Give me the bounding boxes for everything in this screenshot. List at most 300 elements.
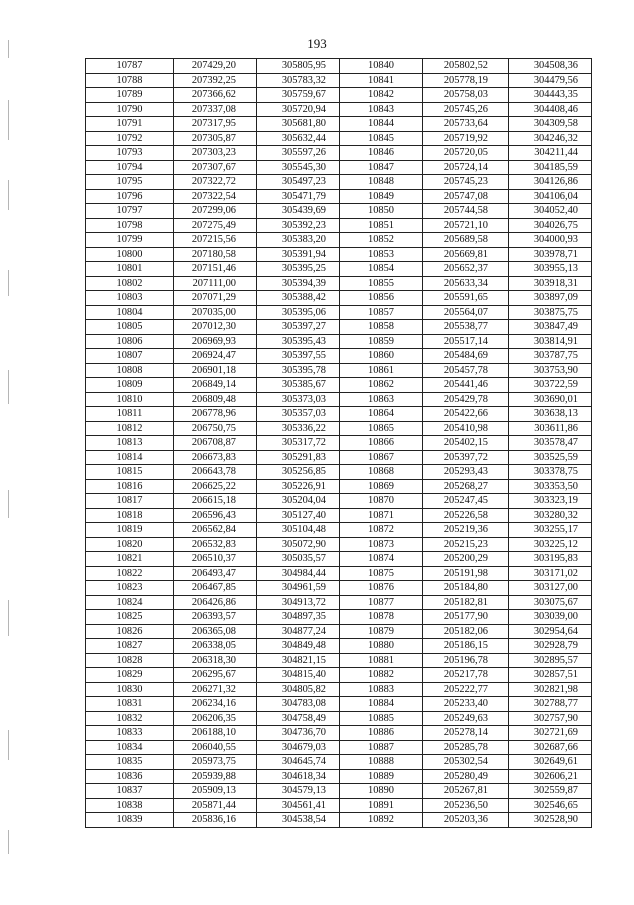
left-point-number-cell: 10838 [86,798,174,813]
left-x-coordinate-cell: 207392,25 [174,73,257,88]
left-y-coordinate-cell: 305632,44 [257,131,340,146]
right-point-number-cell: 10859 [340,334,423,349]
left-y-coordinate-cell: 305256,85 [257,465,340,480]
left-x-coordinate-cell: 207012,30 [174,320,257,335]
left-y-coordinate-cell: 304961,59 [257,581,340,596]
right-y-coordinate-cell: 303525,59 [509,450,592,465]
right-x-coordinate-cell: 205441,46 [423,378,509,393]
right-x-coordinate-cell: 205184,80 [423,581,509,596]
right-y-coordinate-cell: 304309,58 [509,117,592,132]
right-point-number-cell: 10868 [340,465,423,480]
left-y-coordinate-cell: 305291,83 [257,450,340,465]
right-x-coordinate-cell: 205745,26 [423,102,509,117]
left-y-coordinate-cell: 304736,70 [257,726,340,741]
right-point-number-cell: 10885 [340,711,423,726]
right-y-coordinate-cell: 303787,75 [509,349,592,364]
left-y-coordinate-cell: 305336,22 [257,421,340,436]
table-row [86,595,592,610]
left-point-number-cell: 10806 [86,334,174,349]
left-y-coordinate-cell: 305497,23 [257,175,340,190]
right-point-number-cell: 10847 [340,160,423,175]
table-row [86,247,592,262]
right-x-coordinate-cell: 205177,90 [423,610,509,625]
right-x-coordinate-cell: 205280,49 [423,769,509,784]
right-y-coordinate-cell: 302895,57 [509,653,592,668]
table-row [86,682,592,697]
left-point-number-cell: 10815 [86,465,174,480]
table-row [86,639,592,654]
right-point-number-cell: 10871 [340,508,423,523]
table-row [86,363,592,378]
right-point-number-cell: 10844 [340,117,423,132]
left-x-coordinate-cell: 206969,93 [174,334,257,349]
right-point-number-cell: 10879 [340,624,423,639]
table-row [86,537,592,552]
left-point-number-cell: 10835 [86,755,174,770]
left-y-coordinate-cell: 304538,54 [257,813,340,828]
right-point-number-cell: 10852 [340,233,423,248]
left-x-coordinate-cell: 206467,85 [174,581,257,596]
left-point-number-cell: 10819 [86,523,174,538]
right-point-number-cell: 10870 [340,494,423,509]
right-x-coordinate-cell: 205802,52 [423,59,509,74]
right-point-number-cell: 10846 [340,146,423,161]
table-row [86,653,592,668]
right-x-coordinate-cell: 205669,81 [423,247,509,262]
right-point-number-cell: 10872 [340,523,423,538]
right-x-coordinate-cell: 205249,63 [423,711,509,726]
right-y-coordinate-cell: 302528,90 [509,813,592,828]
right-x-coordinate-cell: 205457,78 [423,363,509,378]
right-x-coordinate-cell: 205222,77 [423,682,509,697]
right-point-number-cell: 10848 [340,175,423,190]
right-x-coordinate-cell: 205538,77 [423,320,509,335]
right-x-coordinate-cell: 205186,15 [423,639,509,654]
left-y-coordinate-cell: 304805,82 [257,682,340,697]
right-point-number-cell: 10863 [340,392,423,407]
left-y-coordinate-cell: 305127,40 [257,508,340,523]
left-point-number-cell: 10830 [86,682,174,697]
right-y-coordinate-cell: 302788,77 [509,697,592,712]
right-y-coordinate-cell: 303323,19 [509,494,592,509]
right-x-coordinate-cell: 205721,10 [423,218,509,233]
left-y-coordinate-cell: 305357,03 [257,407,340,422]
left-y-coordinate-cell: 304618,34 [257,769,340,784]
right-x-coordinate-cell: 205429,78 [423,392,509,407]
right-y-coordinate-cell: 304211,44 [509,146,592,161]
left-y-coordinate-cell: 305373,03 [257,392,340,407]
left-x-coordinate-cell: 206295,67 [174,668,257,683]
right-y-coordinate-cell: 304185,59 [509,160,592,175]
right-x-coordinate-cell: 205652,37 [423,262,509,277]
right-y-coordinate-cell: 303875,75 [509,305,592,320]
right-point-number-cell: 10842 [340,88,423,103]
left-x-coordinate-cell: 205939,88 [174,769,257,784]
left-point-number-cell: 10790 [86,102,174,117]
table-row [86,59,592,74]
right-y-coordinate-cell: 303195,83 [509,552,592,567]
left-y-coordinate-cell: 305226,91 [257,479,340,494]
right-x-coordinate-cell: 205397,72 [423,450,509,465]
table-row [86,334,592,349]
right-y-coordinate-cell: 304126,86 [509,175,592,190]
table-row [86,436,592,451]
right-point-number-cell: 10840 [340,59,423,74]
right-x-coordinate-cell: 205215,23 [423,537,509,552]
right-x-coordinate-cell: 205758,03 [423,88,509,103]
right-y-coordinate-cell: 303255,17 [509,523,592,538]
left-x-coordinate-cell: 206206,35 [174,711,257,726]
page-number: 193 [307,36,327,51]
left-point-number-cell: 10795 [86,175,174,190]
right-x-coordinate-cell: 205745,23 [423,175,509,190]
left-point-number-cell: 10816 [86,479,174,494]
left-x-coordinate-cell: 206924,47 [174,349,257,364]
right-y-coordinate-cell: 302721,69 [509,726,592,741]
left-x-coordinate-cell: 206562,84 [174,523,257,538]
table-row [86,407,592,422]
right-point-number-cell: 10873 [340,537,423,552]
left-x-coordinate-cell: 206809,48 [174,392,257,407]
left-point-number-cell: 10827 [86,639,174,654]
left-point-number-cell: 10800 [86,247,174,262]
table-row [86,131,592,146]
right-point-number-cell: 10890 [340,784,423,799]
left-x-coordinate-cell: 207151,46 [174,262,257,277]
left-y-coordinate-cell: 305395,78 [257,363,340,378]
table-row [86,566,592,581]
right-point-number-cell: 10875 [340,566,423,581]
left-x-coordinate-cell: 206234,16 [174,697,257,712]
table-row [86,624,592,639]
right-point-number-cell: 10860 [340,349,423,364]
left-y-coordinate-cell: 305471,79 [257,189,340,204]
coordinates-table [85,58,592,828]
right-y-coordinate-cell: 303814,91 [509,334,592,349]
left-y-coordinate-cell: 305720,94 [257,102,340,117]
left-point-number-cell: 10837 [86,784,174,799]
table-row [86,508,592,523]
table-row [86,102,592,117]
right-x-coordinate-cell: 205247,45 [423,494,509,509]
right-point-number-cell: 10849 [340,189,423,204]
left-x-coordinate-cell: 206625,22 [174,479,257,494]
right-x-coordinate-cell: 205591,65 [423,291,509,306]
left-y-coordinate-cell: 304913,72 [257,595,340,610]
left-x-coordinate-cell: 206849,14 [174,378,257,393]
left-x-coordinate-cell: 206393,57 [174,610,257,625]
right-y-coordinate-cell: 302606,21 [509,769,592,784]
right-point-number-cell: 10882 [340,668,423,683]
right-x-coordinate-cell: 205484,69 [423,349,509,364]
left-point-number-cell: 10807 [86,349,174,364]
left-point-number-cell: 10799 [86,233,174,248]
right-y-coordinate-cell: 303127,00 [509,581,592,596]
left-x-coordinate-cell: 207366,62 [174,88,257,103]
left-point-number-cell: 10787 [86,59,174,74]
left-x-coordinate-cell: 206426,86 [174,595,257,610]
right-point-number-cell: 10843 [340,102,423,117]
left-x-coordinate-cell: 206338,05 [174,639,257,654]
right-x-coordinate-cell: 205402,15 [423,436,509,451]
left-y-coordinate-cell: 305035,57 [257,552,340,567]
left-x-coordinate-cell: 206510,37 [174,552,257,567]
table-row [86,668,592,683]
left-x-coordinate-cell: 207337,08 [174,102,257,117]
left-y-coordinate-cell: 305597,26 [257,146,340,161]
table-row [86,305,592,320]
left-x-coordinate-cell: 207180,58 [174,247,257,262]
left-x-coordinate-cell: 206040,55 [174,740,257,755]
right-point-number-cell: 10878 [340,610,423,625]
left-x-coordinate-cell: 207071,29 [174,291,257,306]
left-point-number-cell: 10836 [86,769,174,784]
right-y-coordinate-cell: 304443,35 [509,88,592,103]
table-row [86,581,592,596]
table-row [86,291,592,306]
right-y-coordinate-cell: 304246,32 [509,131,592,146]
left-point-number-cell: 10821 [86,552,174,567]
left-y-coordinate-cell: 305395,43 [257,334,340,349]
right-x-coordinate-cell: 205564,07 [423,305,509,320]
right-y-coordinate-cell: 303578,47 [509,436,592,451]
table-row [86,378,592,393]
left-y-coordinate-cell: 305392,23 [257,218,340,233]
left-x-coordinate-cell: 206596,43 [174,508,257,523]
table-row [86,233,592,248]
left-point-number-cell: 10839 [86,813,174,828]
right-y-coordinate-cell: 303847,49 [509,320,592,335]
left-x-coordinate-cell: 206271,32 [174,682,257,697]
right-point-number-cell: 10892 [340,813,423,828]
table-row [86,276,592,291]
left-x-coordinate-cell: 207303,23 [174,146,257,161]
right-y-coordinate-cell: 303378,75 [509,465,592,480]
left-point-number-cell: 10801 [86,262,174,277]
left-point-number-cell: 10809 [86,378,174,393]
right-y-coordinate-cell: 303918,31 [509,276,592,291]
left-y-coordinate-cell: 304897,35 [257,610,340,625]
right-x-coordinate-cell: 205778,19 [423,73,509,88]
left-point-number-cell: 10803 [86,291,174,306]
right-x-coordinate-cell: 205302,54 [423,755,509,770]
left-x-coordinate-cell: 207322,54 [174,189,257,204]
right-point-number-cell: 10876 [340,581,423,596]
table-row [86,813,592,828]
left-y-coordinate-cell: 305395,25 [257,262,340,277]
left-x-coordinate-cell: 205871,44 [174,798,257,813]
right-x-coordinate-cell: 205689,58 [423,233,509,248]
left-point-number-cell: 10826 [86,624,174,639]
right-x-coordinate-cell: 205191,98 [423,566,509,581]
left-point-number-cell: 10812 [86,421,174,436]
right-y-coordinate-cell: 302546,65 [509,798,592,813]
right-x-coordinate-cell: 205233,40 [423,697,509,712]
table-row [86,798,592,813]
left-x-coordinate-cell: 206778,96 [174,407,257,422]
left-point-number-cell: 10788 [86,73,174,88]
left-x-coordinate-cell: 206750,75 [174,421,257,436]
right-y-coordinate-cell: 304408,46 [509,102,592,117]
right-y-coordinate-cell: 304052,40 [509,204,592,219]
right-x-coordinate-cell: 205724,14 [423,160,509,175]
left-point-number-cell: 10820 [86,537,174,552]
right-point-number-cell: 10861 [340,363,423,378]
right-y-coordinate-cell: 303753,90 [509,363,592,378]
left-point-number-cell: 10810 [86,392,174,407]
right-point-number-cell: 10891 [340,798,423,813]
left-y-coordinate-cell: 305759,67 [257,88,340,103]
left-x-coordinate-cell: 207429,20 [174,59,257,74]
right-x-coordinate-cell: 205196,78 [423,653,509,668]
left-point-number-cell: 10813 [86,436,174,451]
left-y-coordinate-cell: 304679,03 [257,740,340,755]
left-y-coordinate-cell: 304849,48 [257,639,340,654]
left-y-coordinate-cell: 305394,39 [257,276,340,291]
right-y-coordinate-cell: 304479,56 [509,73,592,88]
left-point-number-cell: 10832 [86,711,174,726]
left-point-number-cell: 10823 [86,581,174,596]
left-x-coordinate-cell: 207275,49 [174,218,257,233]
table-row [86,175,592,190]
right-y-coordinate-cell: 302954,64 [509,624,592,639]
right-y-coordinate-cell: 303280,32 [509,508,592,523]
right-y-coordinate-cell: 304106,04 [509,189,592,204]
right-x-coordinate-cell: 205733,64 [423,117,509,132]
right-point-number-cell: 10841 [340,73,423,88]
right-point-number-cell: 10887 [340,740,423,755]
left-point-number-cell: 10797 [86,204,174,219]
left-point-number-cell: 10834 [86,740,174,755]
table-row [86,160,592,175]
left-point-number-cell: 10793 [86,146,174,161]
left-y-coordinate-cell: 304783,08 [257,697,340,712]
left-y-coordinate-cell: 305388,42 [257,291,340,306]
right-y-coordinate-cell: 303955,13 [509,262,592,277]
table-row [86,349,592,364]
left-y-coordinate-cell: 304984,44 [257,566,340,581]
left-y-coordinate-cell: 304821,15 [257,653,340,668]
table-row [86,189,592,204]
right-y-coordinate-cell: 303722,59 [509,378,592,393]
right-y-coordinate-cell: 302928,79 [509,639,592,654]
left-y-coordinate-cell: 305385,67 [257,378,340,393]
right-point-number-cell: 10845 [340,131,423,146]
coordinates-table-body [86,59,592,828]
right-x-coordinate-cell: 205720,05 [423,146,509,161]
left-x-coordinate-cell: 207215,56 [174,233,257,248]
table-row [86,450,592,465]
left-x-coordinate-cell: 207299,06 [174,204,257,219]
right-y-coordinate-cell: 303075,67 [509,595,592,610]
table-row [86,726,592,741]
table-row [86,117,592,132]
left-x-coordinate-cell: 207322,72 [174,175,257,190]
left-x-coordinate-cell: 206532,83 [174,537,257,552]
right-y-coordinate-cell: 303353,50 [509,479,592,494]
right-point-number-cell: 10869 [340,479,423,494]
right-x-coordinate-cell: 205719,92 [423,131,509,146]
left-point-number-cell: 10805 [86,320,174,335]
left-x-coordinate-cell: 207317,95 [174,117,257,132]
right-y-coordinate-cell: 304000,93 [509,233,592,248]
right-y-coordinate-cell: 302559,87 [509,784,592,799]
table-row [86,769,592,784]
right-point-number-cell: 10880 [340,639,423,654]
left-point-number-cell: 10798 [86,218,174,233]
left-y-coordinate-cell: 305391,94 [257,247,340,262]
right-point-number-cell: 10889 [340,769,423,784]
left-x-coordinate-cell: 206615,18 [174,494,257,509]
right-x-coordinate-cell: 205182,06 [423,624,509,639]
left-x-coordinate-cell: 205909,13 [174,784,257,799]
left-x-coordinate-cell: 207035,00 [174,305,257,320]
right-x-coordinate-cell: 205278,14 [423,726,509,741]
left-y-coordinate-cell: 305439,69 [257,204,340,219]
right-point-number-cell: 10883 [340,682,423,697]
right-x-coordinate-cell: 205236,50 [423,798,509,813]
left-point-number-cell: 10829 [86,668,174,683]
right-point-number-cell: 10856 [340,291,423,306]
table-row [86,465,592,480]
left-point-number-cell: 10828 [86,653,174,668]
left-y-coordinate-cell: 305104,48 [257,523,340,538]
right-x-coordinate-cell: 205200,29 [423,552,509,567]
table-row [86,479,592,494]
left-y-coordinate-cell: 304877,24 [257,624,340,639]
left-y-coordinate-cell: 305317,72 [257,436,340,451]
left-y-coordinate-cell: 305397,27 [257,320,340,335]
table-row [86,552,592,567]
table-row [86,262,592,277]
left-y-coordinate-cell: 305072,90 [257,537,340,552]
right-y-coordinate-cell: 304508,36 [509,59,592,74]
left-y-coordinate-cell: 304758,49 [257,711,340,726]
right-y-coordinate-cell: 302649,61 [509,755,592,770]
right-y-coordinate-cell: 303897,09 [509,291,592,306]
left-y-coordinate-cell: 305204,04 [257,494,340,509]
right-x-coordinate-cell: 205219,36 [423,523,509,538]
table-row [86,392,592,407]
right-y-coordinate-cell: 303611,86 [509,421,592,436]
right-point-number-cell: 10886 [340,726,423,741]
left-point-number-cell: 10825 [86,610,174,625]
right-x-coordinate-cell: 205217,78 [423,668,509,683]
right-y-coordinate-cell: 303039,00 [509,610,592,625]
left-point-number-cell: 10833 [86,726,174,741]
right-point-number-cell: 10851 [340,218,423,233]
left-x-coordinate-cell: 207305,87 [174,131,257,146]
left-x-coordinate-cell: 207111,00 [174,276,257,291]
left-x-coordinate-cell: 205836,16 [174,813,257,828]
left-point-number-cell: 10824 [86,595,174,610]
right-x-coordinate-cell: 205285,78 [423,740,509,755]
right-y-coordinate-cell: 303638,13 [509,407,592,422]
right-y-coordinate-cell: 303978,71 [509,247,592,262]
table-row [86,523,592,538]
left-y-coordinate-cell: 305545,30 [257,160,340,175]
right-point-number-cell: 10874 [340,552,423,567]
table-row [86,494,592,509]
left-point-number-cell: 10831 [86,697,174,712]
right-x-coordinate-cell: 205633,34 [423,276,509,291]
right-x-coordinate-cell: 205182,81 [423,595,509,610]
right-x-coordinate-cell: 205293,43 [423,465,509,480]
left-point-number-cell: 10818 [86,508,174,523]
left-point-number-cell: 10811 [86,407,174,422]
table-row [86,204,592,219]
left-x-coordinate-cell: 206365,08 [174,624,257,639]
